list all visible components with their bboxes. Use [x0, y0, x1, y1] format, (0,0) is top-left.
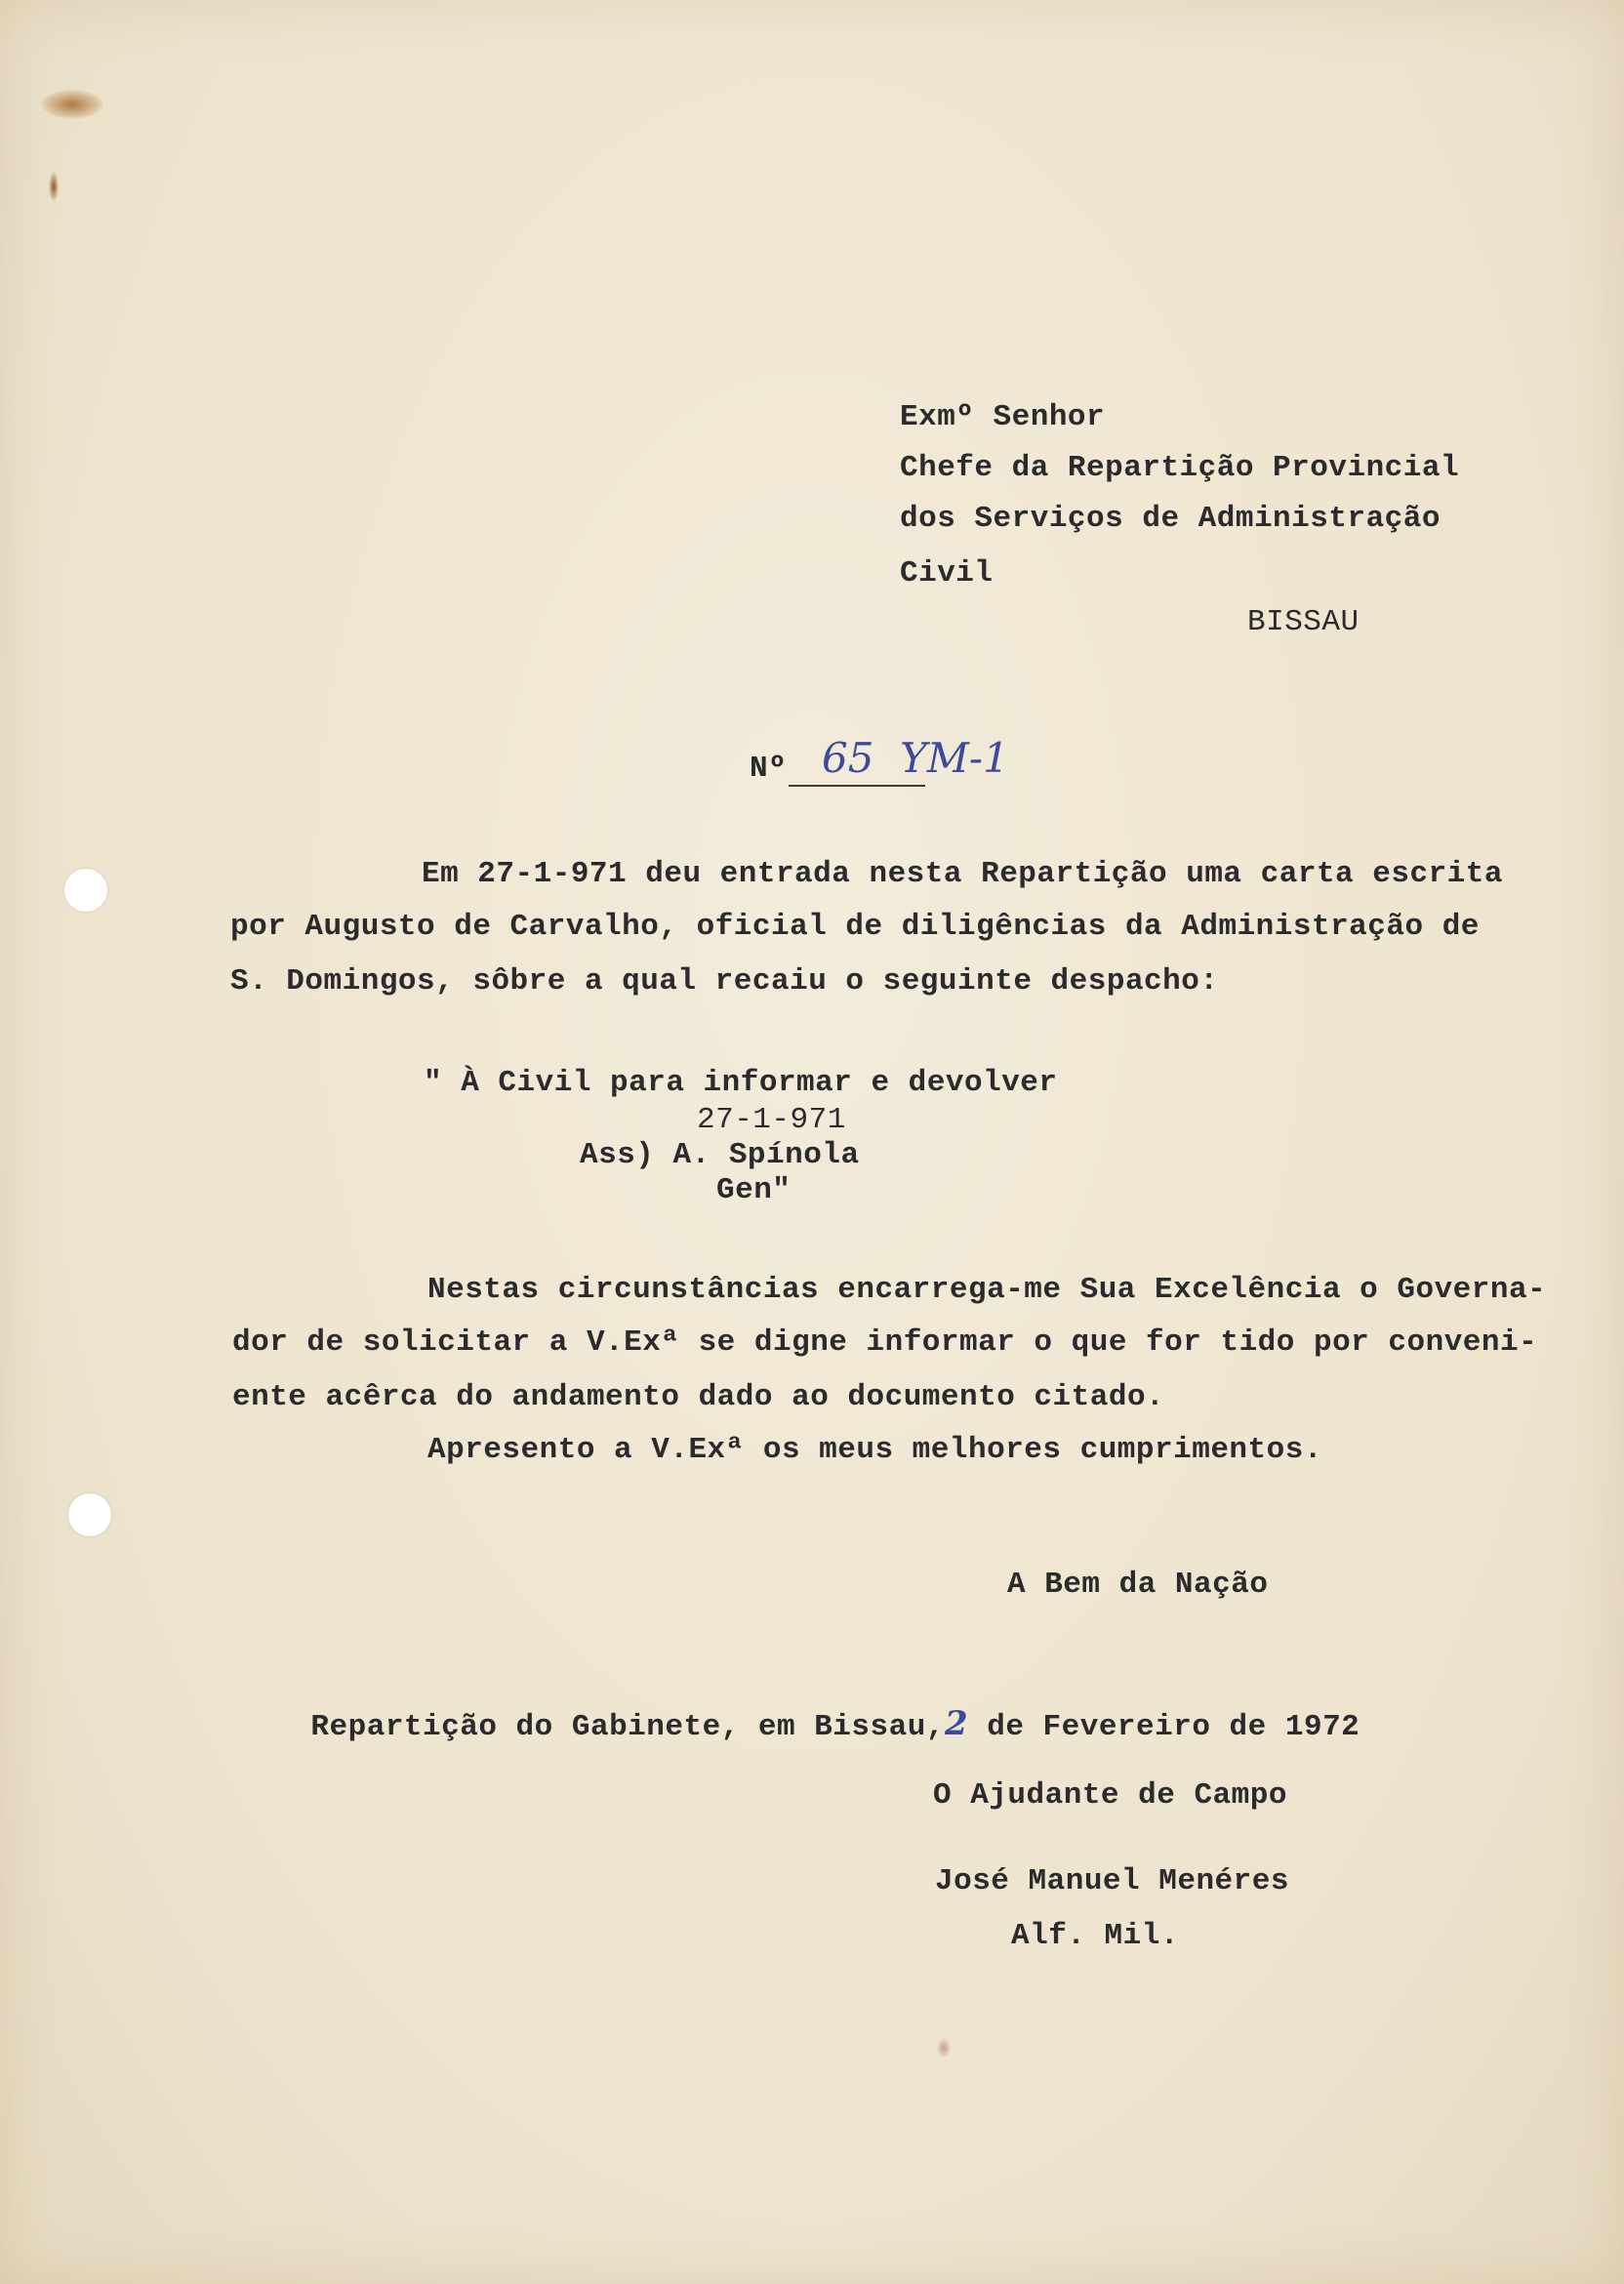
closing-name: José Manuel Menéres — [935, 1864, 1289, 1898]
rust-stain — [41, 90, 103, 119]
closing-place: Repartição do Gabinete, em Bissau, — [310, 1710, 945, 1744]
address-line-2: dos Serviços de Administração — [900, 502, 1441, 536]
rust-stain — [937, 2038, 951, 2058]
closing-place-date — [236, 1677, 1360, 1773]
body-paragraph-1-line-1: Em 27-1-971 deu entrada nesta Repartição uma carta escrita — [422, 857, 1503, 891]
body-paragraph-2-line-2: dor de solicitar a V.Exª se digne informar o que for tido por conveni- — [232, 1326, 1538, 1360]
body-paragraph-3: Apresento a V.Exª os meus melhores cumprimentos. — [427, 1433, 1322, 1467]
punch-hole — [68, 1493, 111, 1536]
reference-handwritten: 65 YM-1 — [822, 734, 1009, 782]
address-line-1: Chefe da Repartição Provincial — [900, 451, 1460, 485]
closing-date: de Fevereiro de 1972 — [968, 1710, 1360, 1744]
quote-line-1: " À Civil para informar e devolver — [424, 1066, 1058, 1100]
address-line-3: Civil — [900, 556, 994, 591]
closing-role: O Ajudante de Campo — [933, 1778, 1287, 1813]
body-paragraph-2-line-3: ente acêrca do andamento dado ao documento citado. — [232, 1380, 1165, 1414]
closing-motto: A Bem da Nação — [1007, 1568, 1269, 1602]
reference-underline — [789, 785, 925, 787]
rust-stain — [49, 172, 59, 201]
punch-hole — [64, 869, 107, 912]
address-salutation: Exmº Senhor — [900, 400, 1106, 434]
body-paragraph-2-line-1: Nestas circunstâncias encarrega-me Sua Excelência o Governa- — [427, 1273, 1547, 1307]
body-paragraph-1-line-2: por Augusto de Carvalho, oficial de diligências da Administração de — [230, 910, 1480, 944]
quote-line-3: Ass) A. Spínola — [580, 1138, 860, 1172]
quote-line-2: 27-1-971 — [697, 1103, 846, 1137]
body-paragraph-1-line-3: S. Domingos, sôbre a qual recaiu o seguinte despacho: — [230, 964, 1219, 999]
quote-line-4: Gen" — [716, 1173, 792, 1207]
address-city: BISSAU — [1247, 605, 1360, 639]
reference-prefix: Nº — [750, 752, 788, 786]
closing-day-handwritten: 2 — [944, 1704, 969, 1743]
closing-rank: Alf. Mil. — [1011, 1919, 1179, 1953]
